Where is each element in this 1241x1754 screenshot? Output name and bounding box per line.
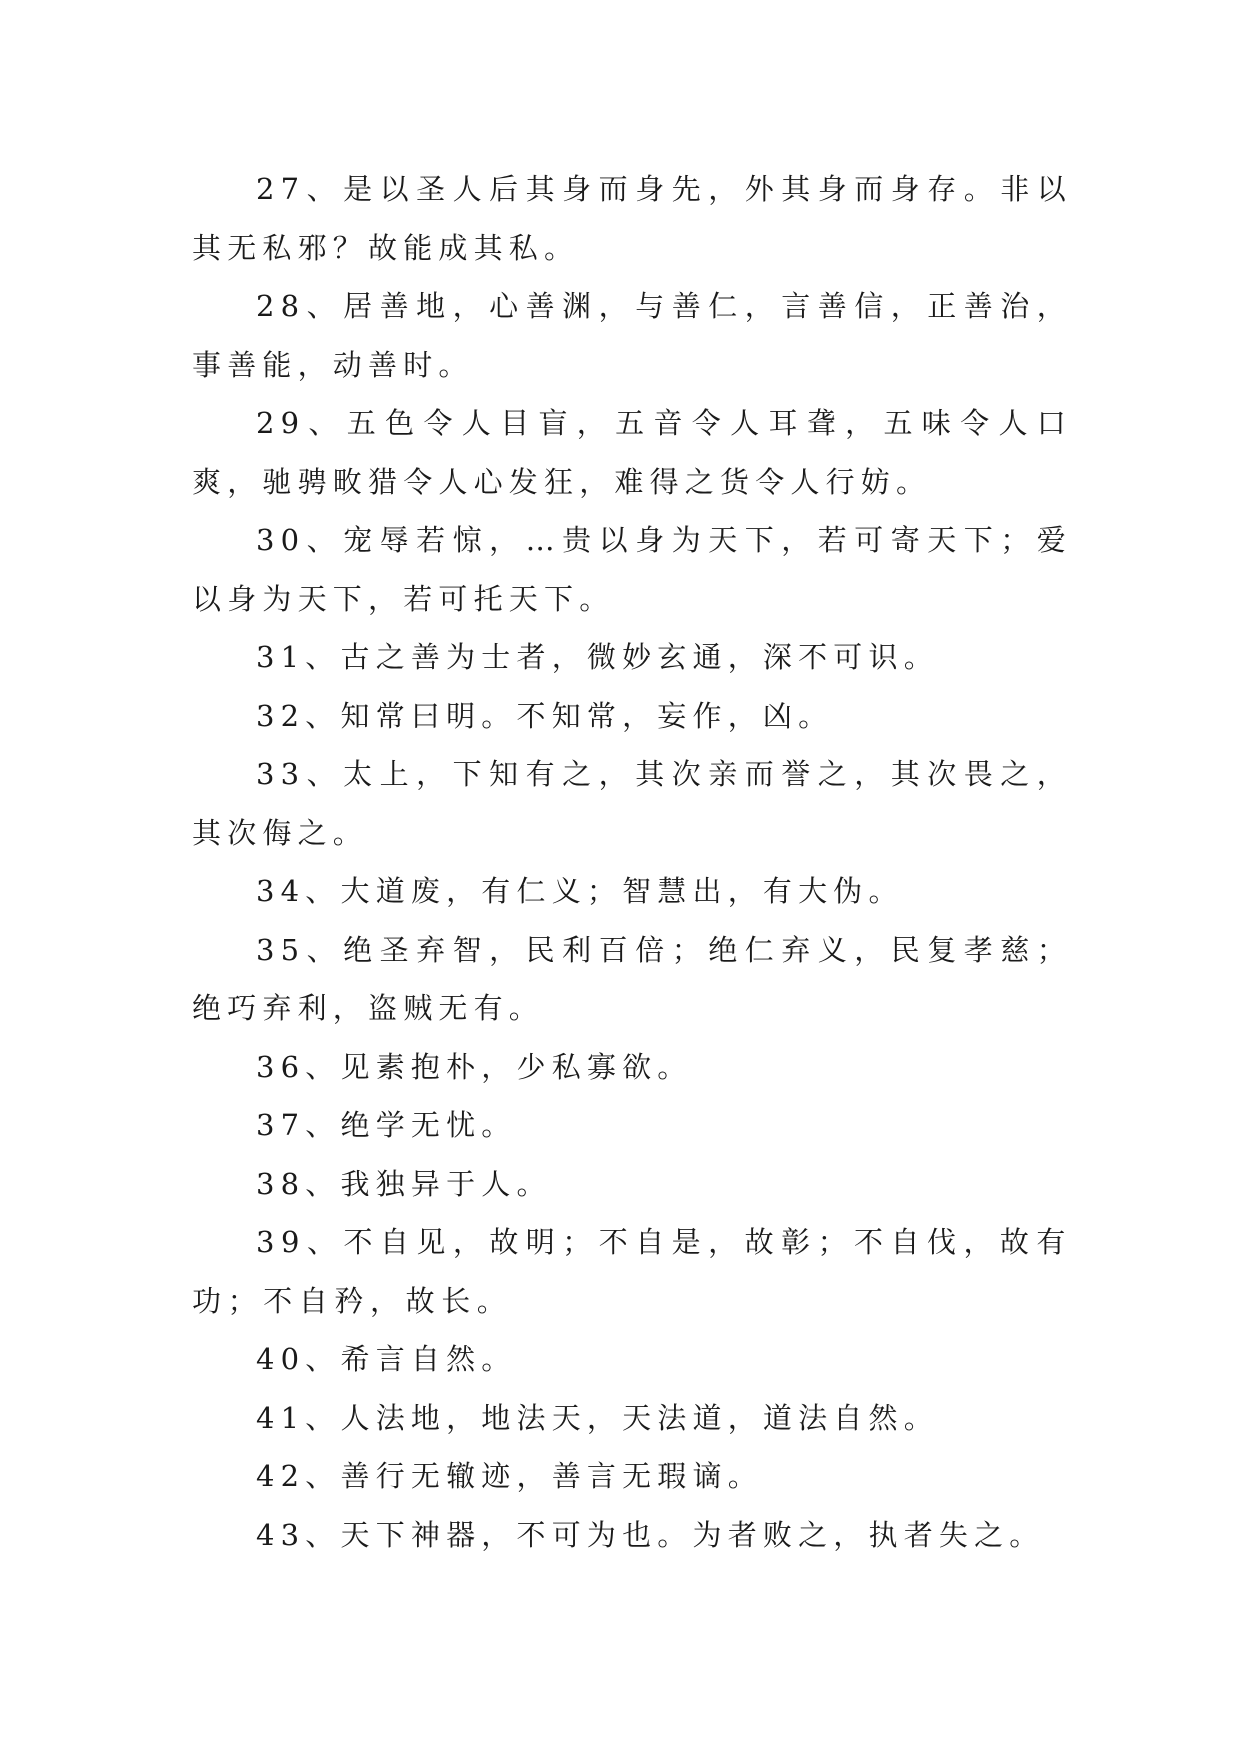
quote-paragraph-36: 36、见素抱朴，少私寡欲。 bbox=[256, 1049, 693, 1084]
quote-paragraph-35: 35、绝圣弃智，民利百倍；绝仁弃义，民复孝慈；绝巧弃利，盗贼无有。 bbox=[192, 932, 1072, 1025]
quote-paragraph-40: 40、希言自然。 bbox=[256, 1342, 517, 1376]
quote-paragraph-39: 39、不自见，故明；不自是，故彰；不自伐，故有功；不自矜，故长。 bbox=[192, 1225, 1072, 1318]
quote-paragraph-42: 42、善行无辙迹，善言无瑕谪。 bbox=[256, 1459, 763, 1493]
quote-paragraph-30: 30、宠辱若惊，…贵以身为天下，若可寄天下；爱以身为天下，若可托天下。 bbox=[192, 523, 1072, 616]
quote-paragraph-29: 29、五色令人目盲，五音令人耳聋，五味令人口爽，驰骋畋猎令人心发狂，难得之货令人行妨。 bbox=[192, 406, 1072, 499]
quote-paragraph-38: 38、我独异于人。 bbox=[256, 1166, 552, 1201]
quote-paragraph-28: 28、居善地，心善渊，与善仁，言善信，正善治，事善能，动善时。 bbox=[192, 289, 1072, 382]
quote-paragraph-34: 34、大道废，有仁义；智慧出，有大伪。 bbox=[256, 874, 904, 908]
quote-paragraph-31: 31、古之善为士者，微妙玄通，深不可识。 bbox=[256, 640, 939, 674]
quote-paragraph-43: 43、天下神器，不可为也。为者败之，执者失之。 bbox=[256, 1517, 1045, 1552]
quote-paragraph-32: 32、知常曰明。不知常，妄作，凶。 bbox=[256, 698, 834, 733]
quote-paragraph-37: 37、绝学无忧。 bbox=[256, 1108, 517, 1142]
quote-paragraph-33: 33、太上，下知有之，其次亲而誉之，其次畏之，其次侮之。 bbox=[192, 757, 1072, 850]
quote-paragraph-27: 27、是以圣人后其身而身先，外其身而身存。非以其无私邪？故能成其私。 bbox=[192, 172, 1072, 265]
document-body bbox=[192, 160, 1072, 1564]
quote-paragraph-41: 41、人法地，地法天，天法道，道法自然。 bbox=[256, 1400, 939, 1435]
